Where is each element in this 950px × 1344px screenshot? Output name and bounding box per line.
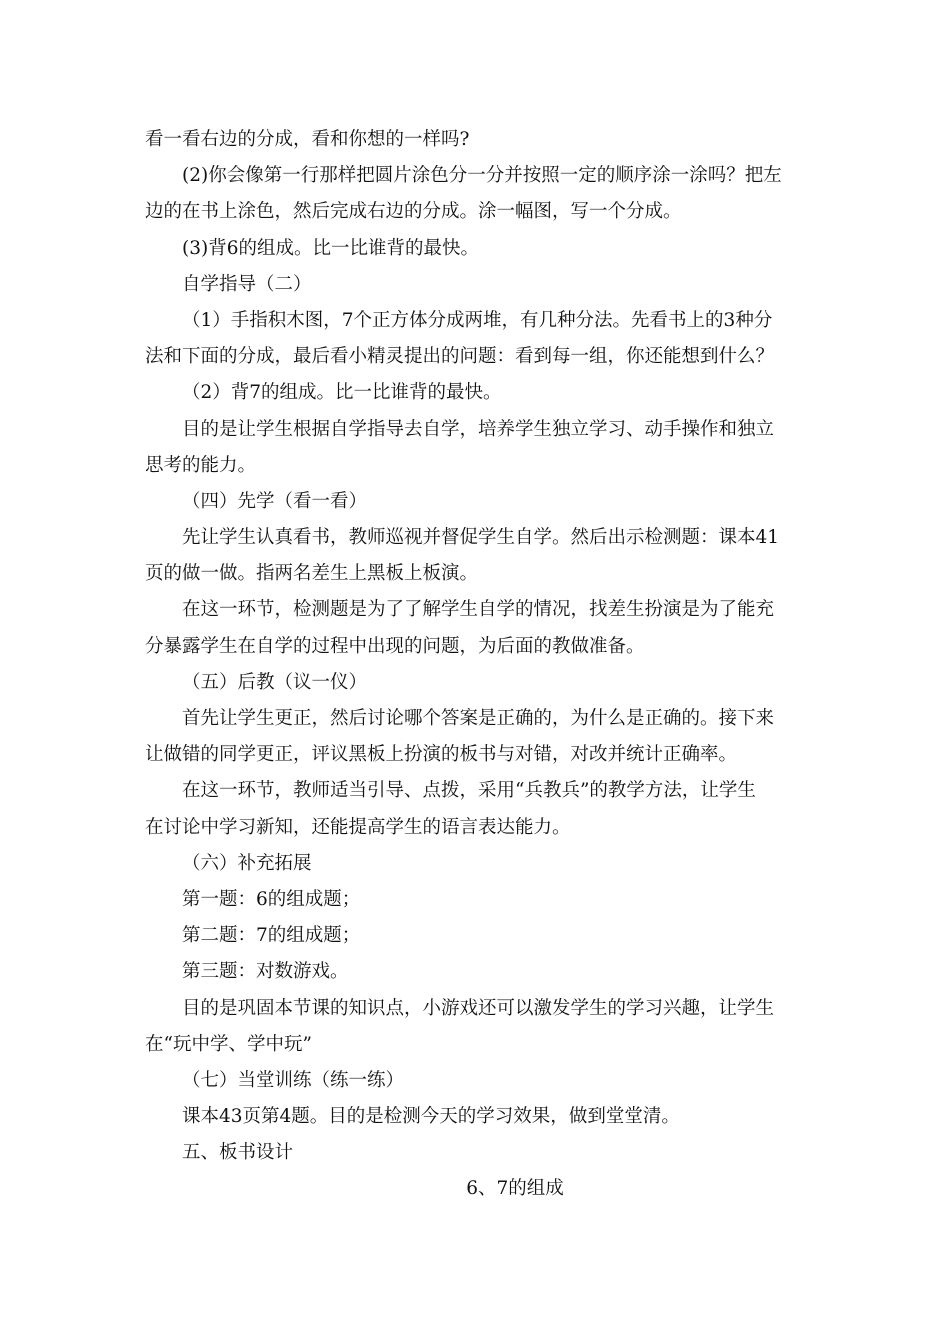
- text-line: （七）当堂训练（练一练）: [182, 1069, 405, 1091]
- text-line: (3)背6的组成。比一比谁背的最快。: [182, 237, 479, 259]
- text-line: （六）补充拓展: [182, 852, 312, 874]
- text-line: （五）后教（议一仪）: [182, 671, 368, 693]
- text-line: 先让学生认真看书，教师巡视并督促学生自学。然后出示检测题：课本41: [182, 527, 780, 549]
- text-line: （四）先学（看一看）: [182, 490, 368, 512]
- text-line: 第一题：6的组成题；: [182, 888, 361, 910]
- text-line: 在这一环节，检测题是为了了解学生自学的情况，找差生扮演是为了能充: [182, 599, 775, 621]
- text-line: 第二题：7的组成题；: [182, 925, 361, 947]
- text-line: 自学指导（二）: [182, 273, 312, 295]
- text-line: 首先让学生更正，然后讨论哪个答案是正确的，为什么是正确的。接下来: [182, 708, 775, 729]
- text-line: （1）手指积木图，7个正方体分成两堆，有几种分法。先看书上的3种分: [182, 309, 773, 331]
- text-line: 法和下面的分成，最后看小精灵提出的问题：看到每一组，你还能想到什么？: [145, 346, 775, 368]
- text-line: 目的是让学生根据自学指导去自学，培养学生独立学习、动手操作和独立: [182, 418, 775, 440]
- text-line: 在这一环节，教师适当引导、点拨，采用“兵教兵”的教学方法，让学生: [182, 780, 756, 802]
- text-line: 看一看右边的分成，看和你想的一样吗?: [145, 129, 470, 150]
- text-line: (2)你会像第一行那样把圆片涂色分一分并按照一定的顺序涂一涂吗？把左: [182, 165, 782, 187]
- text-line: 页的做一做。指两名差生上黑板上板演。: [145, 563, 479, 585]
- text-line: 目的是巩固本节课的知识点，小游戏还可以激发学生的学习兴趣，让学生: [182, 997, 775, 1019]
- document-body: [145, 122, 807, 1208]
- text-line: 边的在书上涂色，然后完成右边的分成。涂一幅图，写一个分成。: [145, 201, 682, 223]
- section-title: 6、7的组成: [466, 1178, 564, 1200]
- text-line: 课本43页第4题。目的是检测今天的学习效果，做到堂堂清。: [182, 1106, 680, 1128]
- text-line: 五、板书设计: [182, 1142, 294, 1164]
- text-line: 让做错的同学更正，评议黑板上扮演的板书与对错，对改并统计正确率。: [145, 744, 738, 766]
- text-line: （2）背7的组成。比一比谁背的最快。: [182, 382, 502, 404]
- text-line: 在讨论中学习新知，还能提高学生的语言表达能力。: [145, 816, 571, 838]
- text-line: 第三题：对数游戏。: [182, 961, 349, 983]
- text-line: 思考的能力。: [145, 454, 257, 476]
- text-line: 分暴露学生在自学的过程中出现的问题，为后面的教做准备。: [145, 635, 645, 657]
- text-line: 在“玩中学、学中玩”: [145, 1033, 312, 1055]
